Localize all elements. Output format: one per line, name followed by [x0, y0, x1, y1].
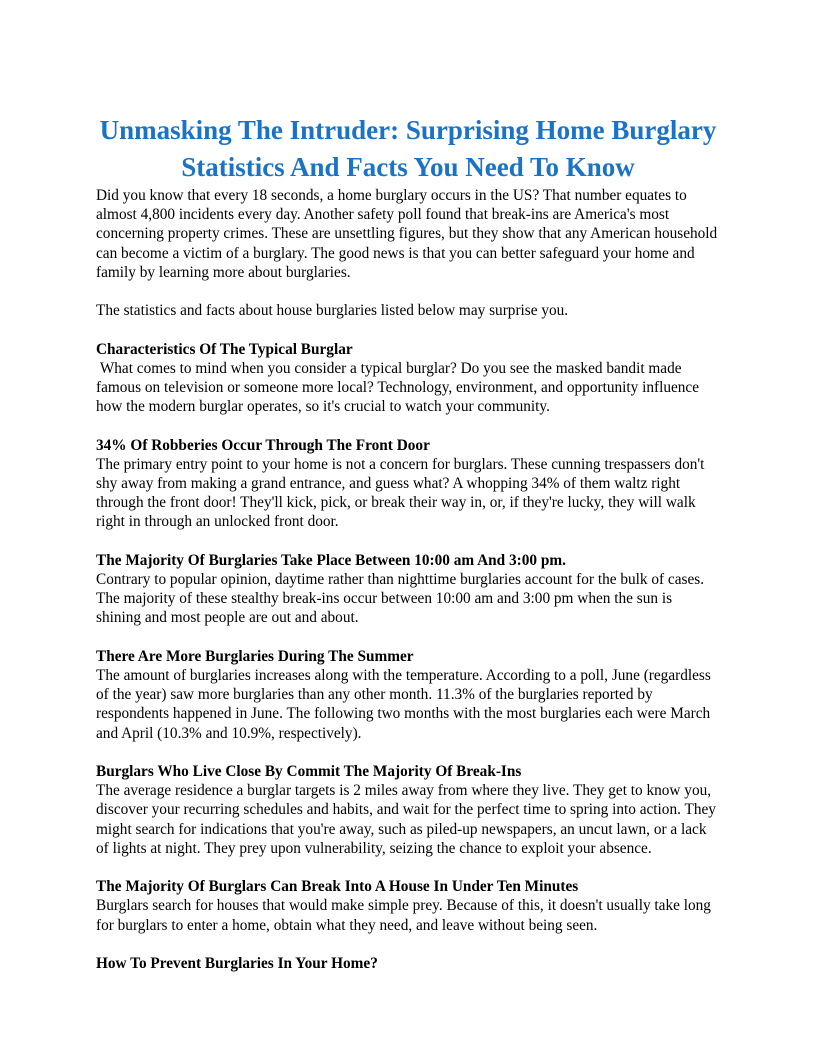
section-body: The amount of burglaries increases along with the temperature. According to a poll, June (regardless of the year) saw more burglaries than any other month. 11.3% of the burglaries reported by respondents happened in June. The following two months with the most burglaries each were March and April (10.3% and 10.9%, respectively). [96, 667, 711, 742]
section-local-burglars [96, 762, 720, 858]
document-page [96, 112, 720, 973]
intro-paragraph: Did you know that every 18 seconds, a home burglary occurs in the US? That number equates to almost 4,800 incidents every day. Another safety poll found that break-ins are America's most concerning property crimes. These are unsettling figures, but they show that any American household can become a victim of a burglary. The good news is that you can better safeguard your home and family by learning more about burglaries. [96, 187, 718, 281]
section-heading: There Are More Burglaries During The Summer [96, 647, 414, 665]
section-heading: Characteristics Of The Typical Burglar [96, 340, 353, 358]
section-heading: 34% Of Robberies Occur Through The Front Door [96, 436, 430, 454]
section-burglar-characteristics [96, 340, 720, 417]
title-line-2: Statistics And Facts You Need To Know [181, 152, 635, 182]
section-daytime-burglaries [96, 551, 720, 628]
title-line-1: Unmasking The Intruder: Surprising Home Burglary [99, 115, 717, 145]
page-title [96, 112, 720, 186]
section-heading: The Majority Of Burglars Can Break Into A House In Under Ten Minutes [96, 878, 579, 896]
section-body: Burglars search for houses that would make simple prey. Because of this, it doesn't usually take long for burglars to enter a home, obtain what they need, and leave without being seen. [96, 897, 711, 934]
section-body: What comes to mind when you consider a typical burglar? Do you see the masked bandit made famous on television or someone more local? Technology, environment, and opportunity influence how the modern burglar operates, so it's crucial to watch your community. [96, 359, 703, 416]
lead-paragraph: The statistics and facts about house burglaries listed below may surprise you. [96, 302, 569, 320]
section-body: The primary entry point to your home is not a concern for burglars. These cunning trespassers don't shy away from making a grand entrance, and guess what? A whopping 34% of them waltz right through the front door! They'll kick, pick, or break their way in, or, if they're lucky, they will walk right in through an unlocked front door. [96, 455, 705, 531]
section-heading: How To Prevent Burglaries In Your Home? [96, 955, 378, 972]
section-heading: Burglars Who Live Close By Commit The Majority Of Break-Ins [96, 763, 522, 780]
section-summer-burglaries [96, 647, 720, 743]
section-heading: The Majority Of Burglaries Take Place Between 10:00 am And 3:00 pm. [96, 551, 566, 569]
section-body: The average residence a burglar targets is 2 miles away from where they live. They get to know you, discover your recurring schedules and habits, and wait for the perfect time to spring into action. They might search for indications that you're away, such as piled-up newspapers, an uncut lawn, or a lack of lights at night. They prey upon vulnerability, seizing the chance to exploit your absence. [96, 782, 716, 857]
section-prevention [96, 954, 720, 973]
section-ten-minutes [96, 877, 720, 935]
section-body: Contrary to popular opinion, daytime rather than nighttime burglaries account for the bulk of cases. The majority of these stealthy break-ins occur between 10:00 am and 3:00 pm when the sun is shining and most people are out and about. [96, 571, 705, 627]
section-front-door [96, 436, 720, 532]
